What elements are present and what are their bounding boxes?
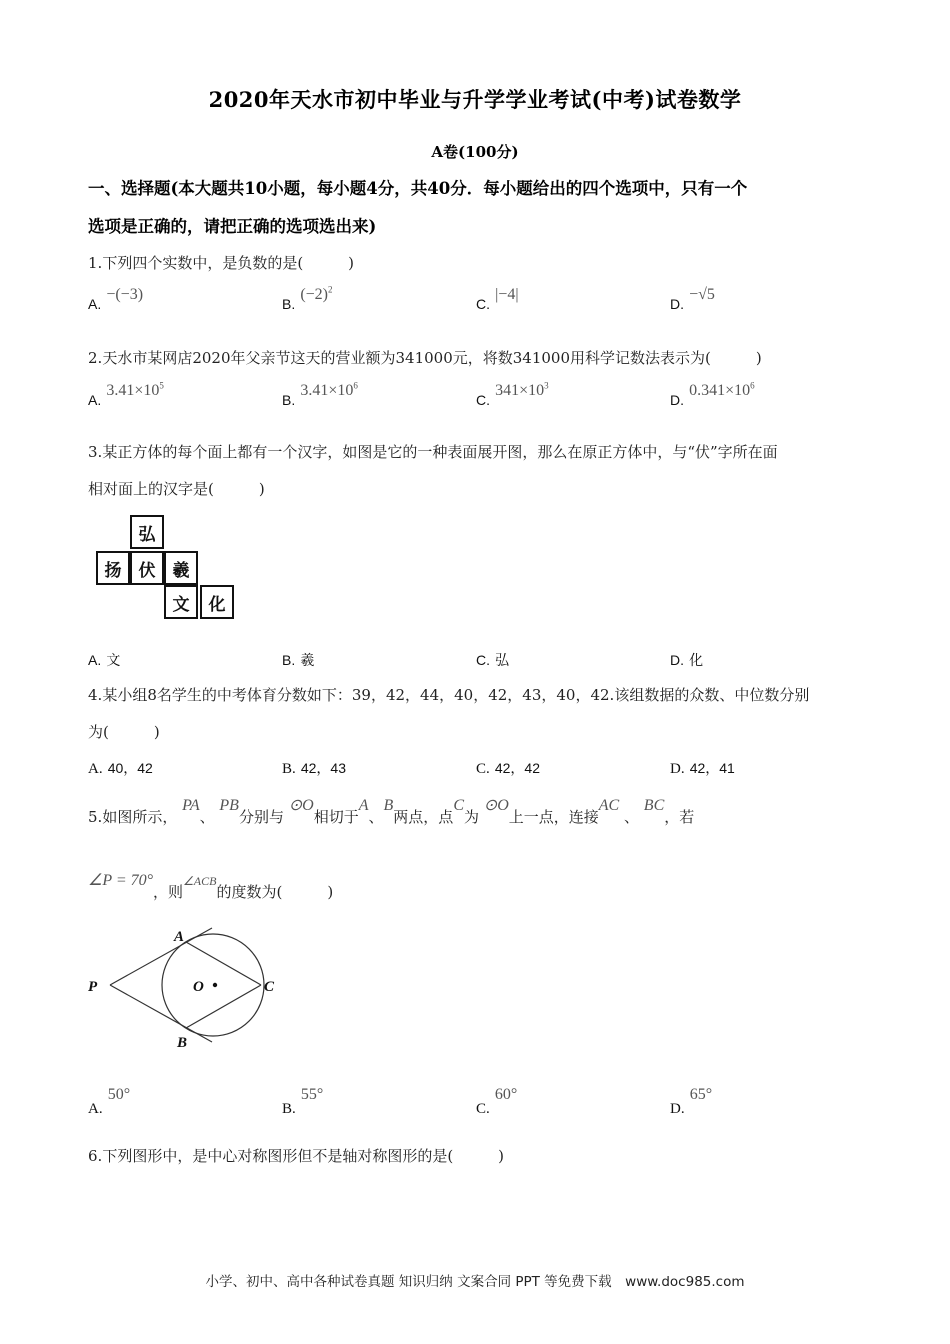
option-d[interactable]: D. $0.341\times 10^6$	[670, 380, 755, 408]
net-cell: 扬	[96, 551, 130, 585]
tangent-circle-diagram	[80, 920, 300, 1060]
question-5-line2: ∠P = 70°，则$^{\angle ACB}$的度数为( )	[88, 872, 334, 901]
option-value: 40，42	[107, 760, 153, 776]
net-cell: 化	[200, 585, 234, 619]
option-value: 42，41	[689, 760, 735, 776]
option-a[interactable]: A. 40，42	[88, 760, 153, 777]
option-value: 文	[106, 652, 121, 668]
math-a: A	[358, 797, 369, 814]
option-a[interactable]: A. 50°	[88, 1086, 131, 1117]
tangent-line-pa	[110, 928, 212, 985]
option-value: −(−3)	[106, 286, 144, 303]
page-footer: 小学、初中、高中各种试卷真题 知识归纳 文案合同 PPT 等免费下载 www.doc985.com	[205, 1274, 745, 1290]
option-value: 65°	[689, 1086, 713, 1103]
question-text: 下列四个实数中，是负数的是( )	[102, 254, 355, 272]
option-value: 化	[689, 652, 704, 668]
option-value: 羲	[300, 652, 315, 668]
option-value: |−4|	[495, 286, 519, 303]
option-b[interactable]: B. 42，43	[282, 760, 347, 777]
math-circle-o: ⊙O	[483, 797, 509, 814]
option-value: $(-2)^2$	[300, 284, 333, 303]
option-b[interactable]: B. $(-2)^2$	[282, 284, 333, 312]
option-value: $0.341\times 10^6$	[689, 380, 755, 399]
section-header-line2: 选项是正确的，请把正确的选项选出来)	[88, 217, 377, 236]
option-c[interactable]: C. 60°	[476, 1086, 518, 1117]
label-p: P	[88, 979, 98, 995]
option-value: 50°	[107, 1086, 131, 1103]
math-angle-acb: ∠ACB	[183, 874, 217, 888]
question-4	[88, 677, 868, 751]
option-value: 42，43	[300, 760, 347, 776]
question-2-options	[88, 380, 868, 416]
math-pb: PB	[219, 797, 239, 814]
option-b[interactable]: B. 羲	[282, 652, 315, 668]
option-a[interactable]: A. −(−3)	[88, 286, 144, 312]
option-d[interactable]: D. 65°	[670, 1086, 713, 1117]
question-5: 5.如图所示， PA、 PB分别与 ⊙O相切于A、B两点，点C为 ⊙O上一点，连接AC 、 BC，若	[88, 797, 695, 826]
math-circle-o: ⊙O	[288, 797, 314, 814]
center-point	[213, 983, 217, 987]
option-d[interactable]: D. 化	[670, 652, 704, 668]
option-d[interactable]: D. 42，41	[670, 760, 735, 777]
option-c[interactable]: C. 42，42	[476, 760, 541, 777]
question-text-line2: 相对面上的汉字是( )	[88, 480, 265, 498]
section-header	[88, 170, 868, 246]
option-b[interactable]: B. $3.41\times 10^6$	[282, 380, 358, 408]
question-number: 5.	[88, 808, 103, 826]
math-pa: PA	[182, 797, 200, 814]
question-number: 2.	[88, 349, 103, 367]
net-cell: 羲	[164, 551, 198, 585]
option-value: $341\times 10^3$	[495, 380, 549, 399]
question-number: 3.	[88, 443, 103, 461]
section-header-line1: 一、选择题(本大题共10小题，每小题4分，共40分．每小题给出的四个选项中，只有一个	[88, 179, 748, 198]
question-text: 下列图形中，是中心对称图形但不是轴对称图形的是( )	[102, 1147, 505, 1165]
question-number: 4.	[88, 686, 103, 704]
net-cell: 文	[164, 585, 198, 619]
option-d[interactable]: D. −√5	[670, 286, 715, 312]
option-a[interactable]: A. 文	[88, 652, 121, 668]
question-number: 1.	[88, 254, 103, 272]
question-5-options	[88, 1086, 868, 1124]
option-value: 弘	[495, 652, 510, 668]
option-b[interactable]: B. 55°	[282, 1086, 324, 1117]
question-text-line2: 为( )	[88, 723, 160, 741]
question-text: 天水市某网店2020年父亲节这天的营业额为341000元，将数341000用科学记数法表示为( )	[102, 349, 762, 367]
question-2	[88, 340, 868, 377]
option-value: $3.41\times 10^6$	[300, 380, 358, 399]
question-number: 6.	[88, 1147, 103, 1165]
cube-net-figure	[96, 515, 240, 623]
option-value: 55°	[300, 1086, 324, 1103]
option-value: $3.41\times 10^5$	[106, 380, 164, 399]
option-a[interactable]: A. $3.41\times 10^5$	[88, 380, 164, 408]
math-bc: BC	[643, 797, 665, 814]
question-1	[88, 245, 868, 282]
label-c: C	[264, 979, 275, 995]
option-value: −√5	[689, 286, 715, 303]
option-c[interactable]: C. $341\times 10^3$	[476, 380, 549, 408]
option-c[interactable]: C. 弘	[476, 652, 510, 668]
label-a: A	[174, 929, 185, 945]
question-4-options	[88, 758, 868, 780]
paper-section-title: A卷(100分)	[431, 143, 519, 161]
question-1-options	[88, 284, 868, 320]
question-3-options	[88, 650, 868, 672]
net-cell: 弘	[130, 515, 164, 549]
label-b: B	[177, 1035, 188, 1051]
question-6	[88, 1138, 868, 1175]
net-cell: 伏	[130, 551, 164, 585]
math-angle-p: ∠P = 70°	[88, 872, 154, 889]
option-c[interactable]: C. |−4|	[476, 286, 519, 312]
question-3	[88, 434, 868, 508]
math-ac: AC	[598, 797, 620, 814]
option-value: 42，42	[494, 760, 541, 776]
math-c: C	[453, 797, 464, 814]
question-text-line1: 某小组8名学生的中考体育分数如下：39，42，44，40，42，43，40，42.该组数据的众数、中位数分别	[102, 686, 810, 704]
question-text-line1: 某正方体的每个面上都有一个汉字，如图是它的一种表面展开图，那么在原正方体中，与“伏”字所在面	[102, 443, 778, 461]
math-b: B	[383, 797, 394, 814]
document-title: 2020年天水市初中毕业与升学学业考试(中考)试卷数学	[208, 87, 742, 112]
option-value: 60°	[494, 1086, 518, 1103]
label-o: O	[193, 979, 204, 995]
